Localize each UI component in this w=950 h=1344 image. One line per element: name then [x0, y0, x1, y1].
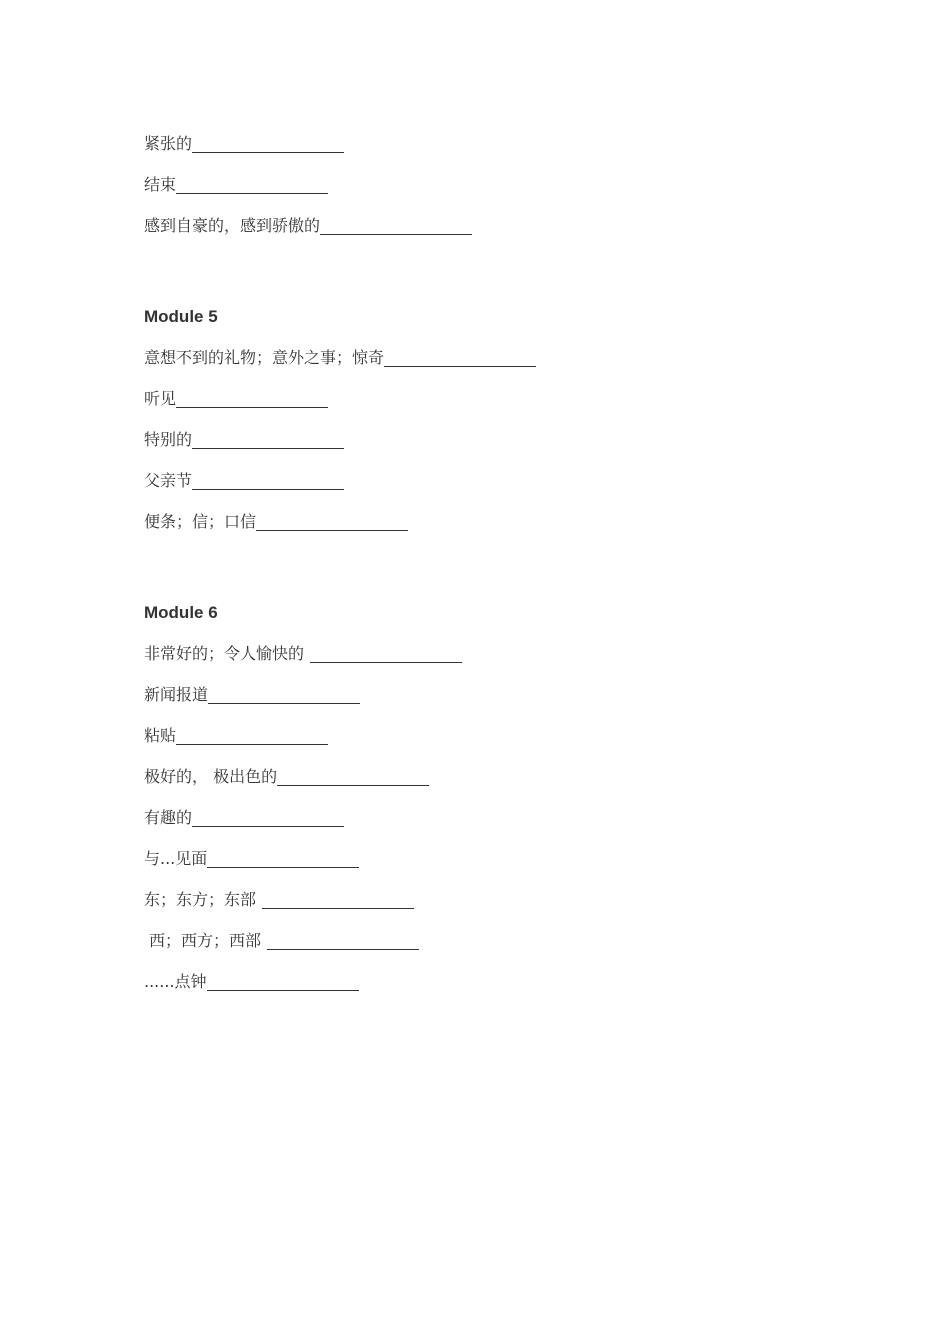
vocab-line [144, 455, 844, 496]
vocab-prompt: ......点钟 [144, 972, 207, 991]
vocab-line [144, 332, 844, 373]
module-5-title: Module 5 [144, 307, 218, 326]
module-heading [144, 291, 844, 332]
vocab-line [144, 915, 844, 956]
answer-blank [207, 961, 359, 991]
vocab-line [144, 792, 844, 833]
vocab-line [144, 118, 844, 159]
vocab-prompt: 特别的 [144, 430, 193, 449]
answer-blank [208, 674, 360, 704]
vocab-line [144, 496, 844, 537]
answer-blank [310, 633, 462, 663]
answer-blank [176, 715, 328, 745]
vocab-prompt: 西；西方；西部 [149, 931, 262, 950]
vocab-line [144, 669, 844, 710]
answer-blank [207, 838, 359, 868]
vocab-prompt: 新闻报道 [144, 685, 209, 704]
answer-blank [277, 756, 429, 786]
answer-blank [176, 164, 328, 194]
vocab-prompt: 非常好的；令人愉快的 [144, 644, 305, 663]
vocab-line [144, 373, 844, 414]
vocab-prompt: 有趣的 [144, 808, 193, 827]
vocab-line [144, 628, 844, 669]
vocab-prompt: 粘贴 [144, 726, 177, 745]
vocab-line [144, 833, 844, 874]
vocab-prompt: 与...见面 [144, 849, 208, 868]
module-6-title: Module 6 [144, 603, 218, 622]
vocab-prompt: 父亲节 [144, 471, 193, 490]
answer-blank [192, 797, 344, 827]
vocab-line [144, 159, 844, 200]
vocab-prompt: 听见 [144, 389, 177, 408]
vocab-prompt: 结束 [144, 175, 177, 194]
vocab-line [144, 751, 844, 792]
answer-blank [192, 419, 344, 449]
vocab-line [144, 414, 844, 455]
answer-blank [267, 920, 419, 950]
answer-blank [192, 460, 344, 490]
vocab-prompt: 意想不到的礼物；意外之事；惊奇 [144, 348, 385, 367]
answer-blank [256, 501, 408, 531]
answer-blank [320, 205, 472, 235]
vocab-prompt: 东；东方；东部 [144, 890, 257, 909]
answer-blank [176, 378, 328, 408]
section-spacer [144, 537, 844, 587]
vocab-prompt: 便条；信；口信 [144, 512, 257, 531]
vocab-prompt: 极好的， 极出色的 [144, 767, 278, 786]
answer-blank [384, 337, 536, 367]
answer-blank [262, 879, 414, 909]
answer-blank [192, 123, 344, 153]
vocab-prompt: 感到自豪的，感到骄傲的 [144, 216, 321, 235]
section-spacer [144, 241, 844, 291]
worksheet-content [144, 118, 844, 997]
vocab-line [144, 956, 844, 997]
vocab-prompt: 紧张的 [144, 134, 193, 153]
module-heading [144, 587, 844, 628]
vocab-line [144, 874, 844, 915]
vocab-line [144, 710, 844, 751]
vocab-line [144, 200, 844, 241]
